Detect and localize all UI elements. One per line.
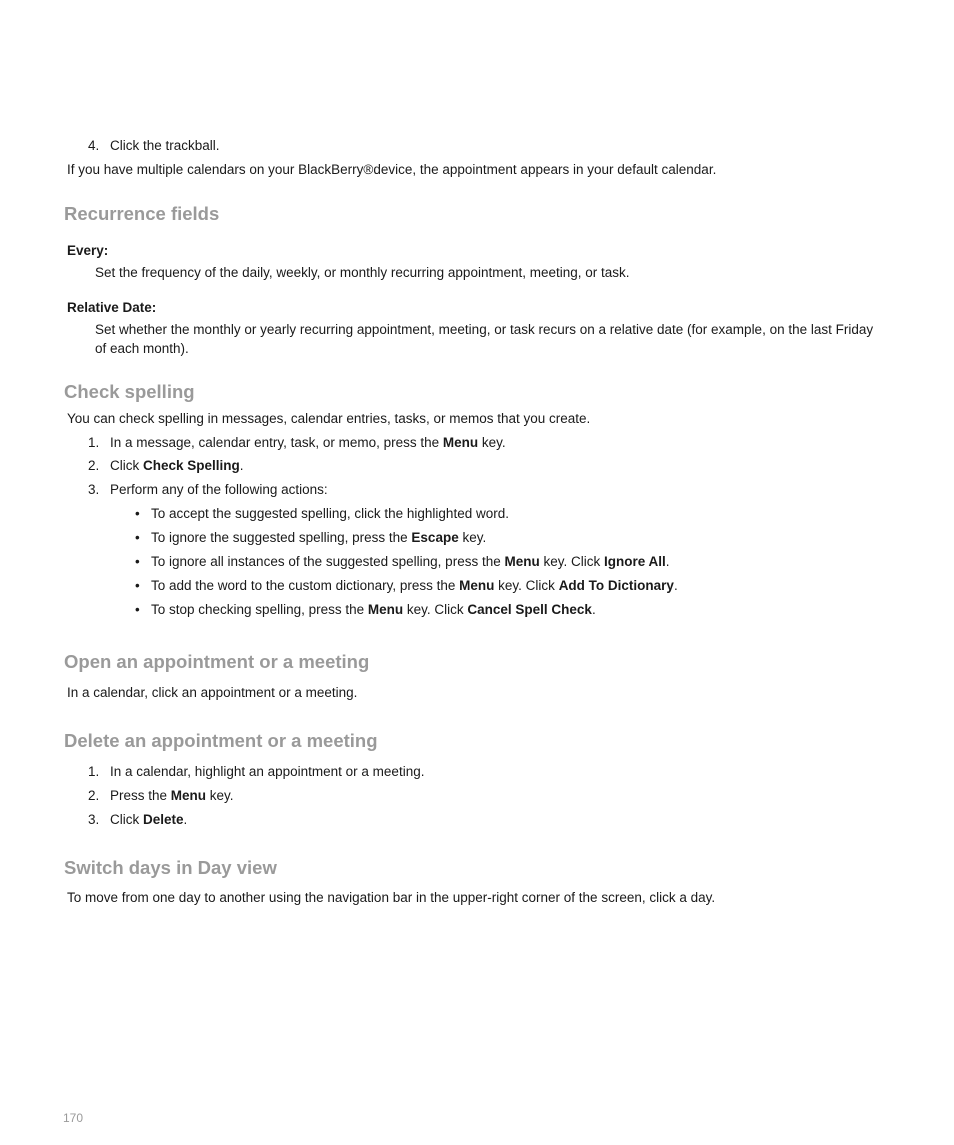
bullet-icon: •: [135, 554, 140, 569]
bullet-text: To stop checking spelling, press the: [151, 602, 368, 617]
bullet-text: To ignore all instances of the suggested spelling, press the: [151, 554, 505, 569]
step-text-end: .: [239, 458, 244, 473]
bullet-item-ignore-all: [135, 553, 670, 571]
step-text: In a message, calendar entry, task, or memo, press the: [110, 435, 443, 450]
definition-relative-date-line-2: of each month).: [95, 341, 189, 356]
bullet-item-add-to-dictionary: [135, 577, 678, 595]
open-appointment-text: In a calendar, click an appointment or a meeting.: [67, 685, 358, 700]
switch-days-text: To move from one day to another using the navigation bar in the upper-right corner of the screen, click a day.: [67, 890, 716, 905]
step-text: Perform any of the following actions:: [110, 482, 328, 497]
bullet-text: To accept the suggested spelling, click the highlighted word.: [151, 506, 509, 521]
list-item-step-1: [88, 763, 424, 781]
page-number: 170: [63, 1111, 84, 1125]
escape-key-label: Escape: [411, 530, 459, 545]
section-heading-recurrence-fields: Recurrence fields: [64, 203, 220, 224]
definition-every: Set the frequency of the daily, weekly, or monthly recurring appointment, meeting, or task.: [95, 265, 630, 280]
bullet-text: To ignore the suggested spelling, press the: [151, 530, 412, 545]
calendar-note: If you have multiple calendars on your BlackBerry®device, the appointment appears in your default calendar.: [67, 162, 717, 177]
section-heading-check-spelling: Check spelling: [64, 381, 195, 402]
step-text: Click: [110, 458, 143, 473]
menu-key-label: Menu: [170, 788, 207, 803]
bullet-icon: •: [135, 506, 140, 521]
bullet-item-accept: [135, 505, 509, 523]
step-number: 3.: [88, 482, 100, 497]
menu-key-label: Menu: [367, 602, 404, 617]
bullet-icon: •: [135, 578, 140, 593]
bullet-text-end: .: [591, 602, 596, 617]
ignore-all-label: Ignore All: [603, 554, 666, 569]
delete-label: Delete: [143, 812, 184, 827]
check-spelling-intro: You can check spelling in messages, calendar entries, tasks, or memos that you create.: [67, 411, 591, 426]
bullet-item-ignore: [135, 529, 486, 547]
definition-relative-date-line-1: Set whether the monthly or yearly recurring appointment, meeting, or task recurs on a relative date (for example, on the last Friday: [95, 322, 874, 337]
list-item-step-2: [88, 787, 234, 805]
list-item-step-3: [88, 481, 328, 499]
step-number: 4.: [88, 138, 100, 153]
bullet-text-mid: key. Click: [539, 554, 604, 569]
term-every: Every:: [67, 243, 109, 258]
bullet-icon: •: [135, 530, 140, 545]
step-text: Press the: [110, 788, 171, 803]
add-to-dictionary-label: Add To Dictionary: [558, 578, 674, 593]
step-number: 1.: [88, 435, 100, 450]
step-number: 2.: [88, 458, 100, 473]
step-text-end: key.: [478, 435, 506, 450]
bullet-text-mid: key. Click: [403, 602, 468, 617]
check-spelling-label: Check Spelling: [143, 458, 240, 473]
step-number: 1.: [88, 764, 100, 779]
step-text: Click: [110, 812, 143, 827]
list-item-step-4: [88, 137, 220, 155]
list-item-step-2: [88, 457, 244, 475]
step-number: 3.: [88, 812, 100, 827]
step-text: Click the trackball.: [110, 138, 220, 153]
bullet-icon: •: [135, 602, 140, 617]
bullet-text-end: key.: [458, 530, 487, 545]
bullet-item-cancel-spell-check: [135, 601, 596, 619]
menu-key-label: Menu: [442, 435, 479, 450]
menu-key-label: Menu: [504, 554, 540, 569]
bullet-text-mid: key. Click: [494, 578, 559, 593]
cancel-spell-check-label: Cancel Spell Check: [467, 602, 592, 617]
section-heading-switch-days: Switch days in Day view: [64, 857, 277, 878]
step-number: 2.: [88, 788, 100, 803]
bullet-text: To add the word to the custom dictionary, press the: [151, 578, 460, 593]
step-text-end: key.: [206, 788, 234, 803]
list-item-step-3: [88, 811, 187, 829]
step-text: In a calendar, highlight an appointment or a meeting.: [110, 764, 425, 779]
section-heading-delete-appointment: Delete an appointment or a meeting: [64, 730, 378, 751]
section-heading-open-appointment: Open an appointment or a meeting: [64, 651, 370, 672]
menu-key-label: Menu: [459, 578, 495, 593]
term-relative-date: Relative Date:: [67, 300, 157, 315]
bullet-text-end: .: [673, 578, 678, 593]
list-item-step-1: [88, 434, 506, 452]
step-text-end: .: [183, 812, 188, 827]
bullet-text-end: .: [665, 554, 670, 569]
